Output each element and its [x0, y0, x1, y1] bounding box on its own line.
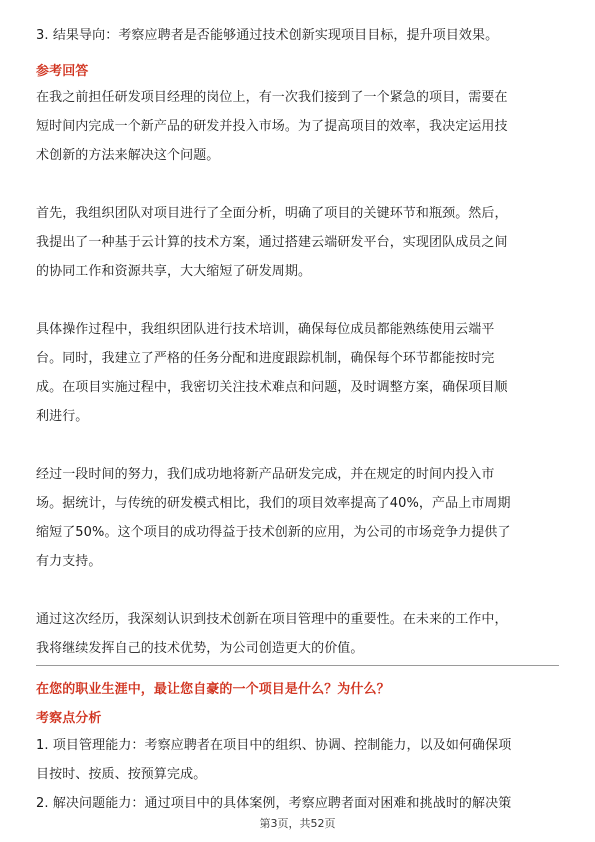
section-divider: [36, 665, 559, 666]
paragraph-line: 缩短了50%。这个项目的成功得益于技术创新的应用，为公司的市场竞争力提供了: [36, 525, 511, 540]
page-number: 第3页，共52页: [259, 817, 336, 830]
paragraph-line: 术创新的方法来解决这个问题。: [36, 148, 220, 163]
paragraph-line: 利进行。: [36, 409, 89, 424]
paragraph-line: 具体操作过程中，我组织团队进行技术培训，确保每位成员都能熟练使用云端平: [36, 322, 495, 337]
analysis-heading: 考察点分析: [36, 711, 102, 726]
paragraph-line: 的协同工作和资源共享，大大缩短了研发周期。: [36, 264, 312, 279]
answer-heading: 参考回答: [36, 64, 89, 79]
criterion-item-3: 3. 结果导向：考察应聘者是否能够通过技术创新实现项目目标，提升项目效果。: [36, 28, 499, 43]
paragraph-line: 短时间内完成一个新产品的研发并投入市场。为了提高项目的效率，我决定运用技: [36, 119, 508, 134]
paragraph-line: 场。据统计，与传统的研发模式相比，我们的项目效率提高了40%，产品上市周期: [36, 496, 511, 511]
paragraph-line: 我提出了一种基于云计算的技术方案，通过搭建云端研发平台，实现团队成员之间: [36, 235, 508, 250]
analysis-item: 2. 解决问题能力：通过项目中的具体案例，考察应聘者面对困难和挑战时的解决策: [36, 796, 512, 811]
paragraph-line: 我将继续发挥自己的技术优势，为公司创造更大的价值。: [36, 641, 364, 656]
analysis-item: 1. 项目管理能力：考察应聘者在项目中的组织、协调、控制能力，以及如何确保项: [36, 738, 512, 753]
paragraph-line: 通过这次经历，我深刻认识到技术创新在项目管理中的重要性。在未来的工作中，: [36, 612, 508, 627]
paragraph-line: 有力支持。: [36, 554, 102, 569]
paragraph-line: 首先，我组织团队对项目进行了全面分析，明确了项目的关键环节和瓶颈。然后，: [36, 206, 508, 221]
question-heading: 在您的职业生涯中，最让您自豪的一个项目是什么？为什么？: [36, 682, 390, 697]
paragraph-line: 台。同时，我建立了严格的任务分配和进度跟踪机制，确保每个环节都能按时完: [36, 351, 495, 366]
paragraph-line: 成。在项目实施过程中，我密切关注技术难点和问题，及时调整方案，确保项目顺: [36, 380, 508, 395]
paragraph-line: 在我之前担任研发项目经理的岗位上，有一次我们接到了一个紧急的项目，需要在: [36, 90, 508, 105]
paragraph-line: 经过一段时间的努力，我们成功地将新产品研发完成，并在规定的时间内投入市: [36, 467, 495, 482]
analysis-item: 目按时、按质、按预算完成。: [36, 767, 207, 782]
